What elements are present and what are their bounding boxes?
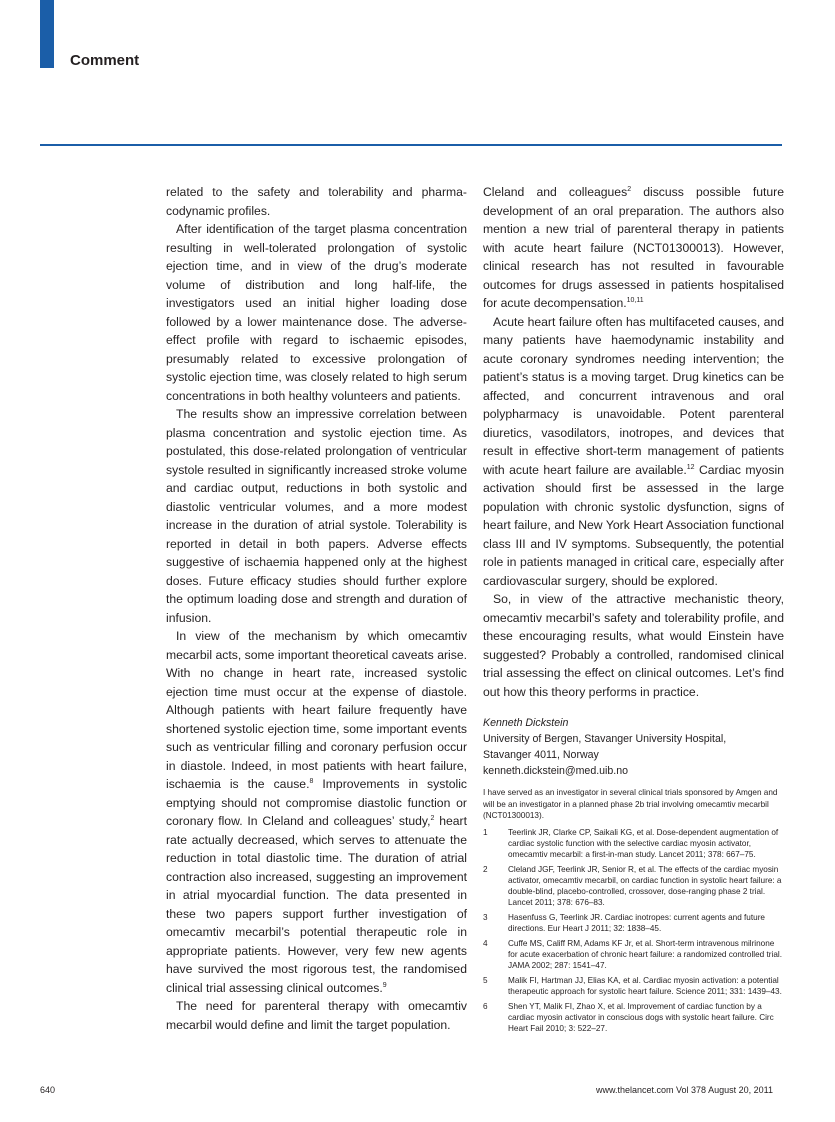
author-affiliation: University of Bergen, Stavanger University Hospital, (483, 733, 727, 745)
paragraph-text: Improvements in systolic emptying should not compromise diastolic function or coronary flow. In Cleland and colleagues’ study, (166, 777, 467, 828)
reference-item (483, 827, 784, 860)
reference-text: Hasenfuss G, Teerlink JR. Cardiac inotropes: current agents and future directions. Eur Heart J 2011; 32: 1838–45. (508, 912, 765, 933)
reference-text: Cleland JGF, Teerlink JR, Senior R, et al. The effects of the cardiac myosin activator, omecamtiv mecarbil, on cardiac function in systolic heart failure: a double-blind, placebo-controlled, crossover, dose-ranging phase 2 trial. Lancet 2011; 378: 676–83. (508, 864, 782, 907)
paragraph: So, in view of the attractive mechanistic theory, omecamtiv mecarbil’s safety and tolerability profile, and these encouraging results, what would Einstein have suggested? Probably a controlled, randomised clinical trial assessing the effect on clinical outcomes. Let’s find out how this theory performs in practice. (483, 592, 784, 699)
citation-ref[interactable]: 10,11 (626, 296, 644, 304)
paragraph: related to the safety and tolerability and pharma-codynamic profiles. (166, 185, 467, 218)
paragraph-text: heart rate actually decreased, which serves to attenuate the reduction in total diastolic time. The duration of atrial contraction also increased, suggesting an improvement in atrial myocardial function. The data presented in these two papers support further investigation of omecamtiv mecarbil’s potential therapeutic role in appropriate patients. However, very few new agents have survived the most rigorous test, the randomised clinical trial assessing clinical outcomes. (166, 814, 467, 995)
citation-ref[interactable]: 2 (430, 814, 435, 822)
author-email[interactable]: kenneth.dickstein@med.uib.no (483, 765, 629, 777)
reference-list (483, 827, 784, 1034)
page-number: 640 (40, 1085, 56, 1095)
author-signature (483, 715, 784, 779)
paragraph-text: discuss possible future development of an oral preparation. The authors also mention a new trial of parenteral therapy in patients with acute heart failure (NCT01300013). However, clinical research has not resulted in favourable outcomes for drugs assessed in patients hospitalised for acute decompensation. (483, 185, 784, 310)
reference-item (483, 864, 784, 908)
citation-ref[interactable]: 9 (382, 981, 387, 989)
journal-info: www.thelancet.com Vol 378 August 20, 2011 (596, 1085, 773, 1095)
conflict-disclosure: I have served as an investigator in several clinical trials sponsored by Amgen and will be an investigator in a planned phase 2b trial involving omecamtiv mecarbil (NCT01300013). (483, 788, 778, 820)
author-name: Kenneth Dickstein (483, 717, 569, 729)
reference-number: 4 (483, 938, 488, 948)
paragraph-text: Cardiac myosin activation should first be assessed in the large population with chronic systolic dysfunction, signs of heart failure, and New York Heart Association functional class III and IV symptoms. Subsequently, the potential role in patients managed in critical care, especially after cardiovascular surgery, should be explored. (483, 462, 784, 588)
reference-item (483, 1001, 784, 1034)
paragraph (166, 627, 467, 997)
header-rule (40, 144, 782, 146)
citation-ref[interactable]: 2 (627, 185, 632, 193)
reference-number: 2 (483, 864, 488, 874)
reference-number: 5 (483, 975, 488, 985)
paragraph-text: Cleland and colleagues (483, 185, 628, 199)
paragraph (483, 313, 784, 591)
paragraph: The need for parenteral therapy with omecamtiv mecarbil would define and limit the target population. (166, 999, 467, 1032)
reference-item (483, 938, 784, 971)
paragraph-text: In view of the mechanism by which omecamtiv mecarbil acts, some important theoretical caveats arise. With no change in heart rate, increased systolic ejection time must occur at the expense of diastole. Although patients with heart failure frequently have shortened systolic ejection time, some important events such as ventricular filling and coronary perfusion occur in diastole. Indeed, in most patients with heart failure, ischaemia is the cause. (166, 629, 467, 791)
reference-text: Teerlink JR, Clarke CP, Saikali KG, et al. Dose-dependent augmentation of cardiac systolic function with the selective cardiac myosin activator, omecamtiv mecarbil: a first-in-man study. Lancet 2011; 378: 667–75. (508, 827, 779, 859)
paragraph-text: Acute heart failure often has multifaceted causes, and many patients have haemodynamic instability and acute coronary syndromes needing intervention; the patient’s status is a moving target. Drug kinetics can be affected, and concurrent intravenous and oral polypharmacy is unavoidable. Potent parenteral diuretics, vasodilators, inotropes, and devices that result in effective short-term management of patients with acute heart failure are available. (483, 314, 784, 477)
paragraph (483, 183, 784, 313)
reference-text: Cuffe MS, Califf RM, Adams KF Jr, et al. Short-term intravenous milrinone for acute exacerbation of chronic heart failure: a randomized controlled trial. JAMA 2002; 287: 1541–47. (508, 938, 782, 970)
reference-number: 1 (483, 827, 488, 837)
citation-ref[interactable]: 8 (309, 777, 314, 785)
section-label: Comment (70, 52, 140, 69)
right-column (483, 183, 784, 1038)
author-address: Stavanger 4011, Norway (483, 749, 599, 761)
section-color-bar (40, 0, 54, 68)
reference-item (483, 912, 784, 934)
reference-number: 3 (483, 912, 488, 922)
reference-number: 6 (483, 1001, 488, 1011)
paragraph: After identification of the target plasma concentration resulting in well-tolerated prolongation of systolic ejection time, and in view of the drug’s moderate volume of distribution and long half-life, the investigators used an initial higher loading dose followed by a lower maintenance dose. The adverse-effect profile with regard to ischaemic episodes, presumably related to excessive prolongation of systolic ejection time, was closely related to high serum concentrations in both healthy volunteers and patients. (166, 222, 467, 403)
paragraph: The results show an impressive correlation between plasma concentration and systolic ejection time. As postulated, this dose-related prolongation of ventricular systole resulted in significantly increased stroke volume and cardiac output, reductions in both systolic and diastolic ventricular volumes, and a more modest increase in the duration of atrial systole. Tolerability is reported in detail in both papers. Adverse effects suggestive of ischaemia happened only at the highest doses. Future efficacy studies should further explore the optimum loading dose and strength and duration of infusion. (166, 407, 467, 625)
reference-item (483, 975, 784, 997)
reference-text: Malik FI, Hartman JJ, Elias KA, et al. Cardiac myosin activation: a potential therapeutic approach for systolic heart failure. Science 2011; 331: 1439–43. (508, 975, 782, 996)
left-column (166, 183, 467, 1034)
citation-ref[interactable]: 12 (686, 463, 695, 471)
reference-text: Shen YT, Malik FI, Zhao X, et al. Improvement of cardiac function by a cardiac myosin activator in conscious dogs with systolic heart failure. Circ Heart Fail 2010; 3: 522–27. (508, 1001, 774, 1033)
